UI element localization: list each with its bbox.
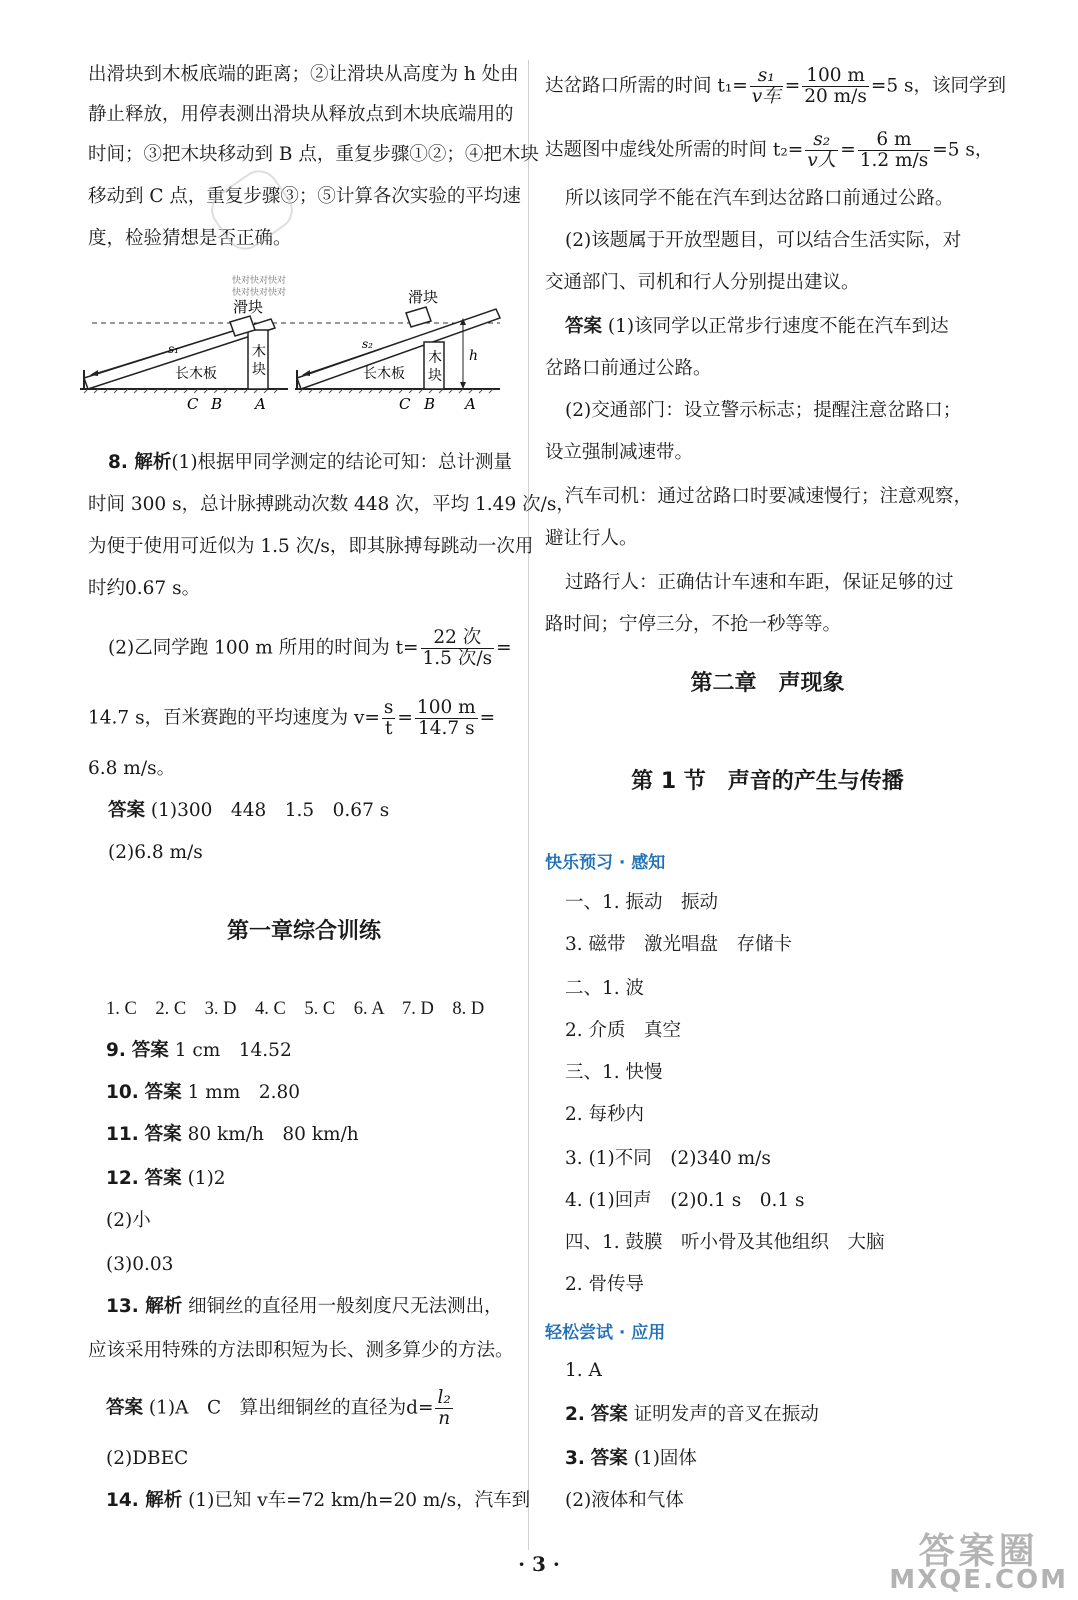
point-c-left: C	[187, 395, 199, 413]
preview-9: 四、1. 鼓膜 听小骨及其他组织 大脑	[565, 1232, 885, 1253]
slider-right	[406, 307, 431, 327]
board-label-left: 长木板	[175, 366, 217, 382]
preview-7: 3. (1)不同 (2)340 m/s	[565, 1148, 771, 1169]
q13-answer-2: (2)DBEC	[106, 1448, 189, 1469]
preview-8: 4. (1)回声 (2)0.1 s 0.1 s	[565, 1190, 805, 1211]
preview-10: 2. 骨传导	[565, 1274, 645, 1295]
fraction: $\frac{100 m}{14.7 s}$	[416, 697, 476, 739]
section-preview-label: 快乐预习 · 感知	[545, 853, 666, 873]
s2-label: s₂	[362, 337, 373, 351]
r-line-9: 设立强制减速带。	[545, 442, 694, 463]
h-label: h	[469, 348, 479, 364]
text-line: 出滑块到木板底端的距离；②让滑块从高度为 h 处由	[88, 64, 519, 85]
column-divider	[528, 60, 529, 1550]
text-line: 移动到 C 点，重复步骤③；⑤计算各次实验的平均速	[88, 186, 521, 207]
q8-head: 8. 解析	[108, 452, 172, 473]
preview-1: 一、1. 振动 振动	[565, 892, 719, 913]
slider-label-left: 滑块	[233, 298, 264, 316]
wood-label-left-1: 木	[252, 344, 266, 360]
q8-line-3: 为便于使用可近似为 1.5 次/s，即其脉搏每跳动一次用	[88, 536, 534, 557]
s1-label: s₁	[168, 342, 179, 356]
wood-label-left-2: 块	[252, 362, 266, 378]
point-b-right: B	[424, 395, 436, 413]
chapter2-title: 第二章 声现象	[690, 671, 845, 696]
q13-answer-1: 答案 (1)A C 算出细铜丝的直径为d= $\frac{\text{l₂}}{n}$	[106, 1387, 451, 1429]
q9-answer: 9. 答案 1 cm 14.52	[106, 1040, 292, 1061]
q8-speed-line: 14.7 s，百米赛跑的平均速度为 v= $\frac{s}{t}$ = $\frac{100 m}{14.7 s}$ =	[88, 697, 496, 739]
board-label-right: 长木板	[363, 366, 405, 382]
r-line-4: (2)该题属于开放型题目，可以结合生活实际，对	[565, 230, 962, 251]
stamp-text: 快对快对快对	[232, 288, 287, 298]
section-try-label: 轻松尝试 · 应用	[545, 1323, 666, 1343]
r-line-8: (2)交通部门：设立警示标志；提醒注意岔路口；	[565, 400, 962, 421]
page-number: · 3 ·	[518, 1552, 560, 1576]
q12-part-2: (2)小	[106, 1210, 151, 1231]
r-line-13: 路时间；宁停三分，不抢一秒等等。	[545, 614, 842, 635]
wood-label-right-1: 木	[428, 350, 442, 366]
preview-4: 2. 介质 真空	[565, 1020, 682, 1041]
try-3: 3. 答案 (1)固体	[565, 1448, 697, 1469]
point-a-right: A	[465, 395, 476, 413]
r-line-5: 交通部门、司机和行人分别提出建议。	[545, 272, 860, 293]
preview-2: 3. 磁带 激光唱盘 存储卡	[565, 934, 793, 955]
try-3-part-2: (2)液体和气体	[565, 1490, 684, 1511]
q8-line-2: 时间 300 s，总计脉搏跳动次数 448 次，平均 1.49 次/s，	[88, 494, 575, 515]
watermark-logo: 答案圈 MXQE.COM	[889, 1531, 1068, 1595]
wood-label-right-2: 块	[428, 368, 442, 384]
slider-label-right: 滑块	[408, 290, 439, 306]
preview-6: 2. 每秒内	[565, 1104, 645, 1125]
fraction: $\frac{\text{22 次}}{\text{1.5 次/s}}$	[422, 627, 493, 669]
r-line-10: 汽车司机：通过岔路口时要减速慢行；注意观察，	[565, 486, 973, 507]
incline-figure	[80, 290, 520, 415]
r-line-7: 岔路口前通过公路。	[545, 358, 712, 379]
q8-answer-2: (2)6.8 m/s	[108, 842, 203, 863]
section1-title: 第 1 节 声音的产生与传播	[631, 769, 904, 794]
text-line: 度，检验猜想是否正确。	[88, 228, 292, 249]
point-b-left: B	[211, 395, 223, 413]
q12-answer: 12. 答案 (1)2	[106, 1168, 226, 1189]
chapter1-review-title: 第一章综合训练	[226, 919, 381, 944]
fraction: $\frac{s}{t}$	[383, 697, 394, 739]
q14-line-1: 14. 解析 (1)已知 v车=72 km/h=20 m/s，汽车到	[106, 1490, 531, 1511]
preview-3: 二、1. 波	[565, 978, 645, 999]
r-line-12: 过路行人：正确估计车速和车距，保证足够的过	[565, 572, 954, 593]
try-1: 1. A	[565, 1360, 602, 1381]
point-c-right: C	[399, 395, 411, 413]
q8-line-1: 8. 解析(1)根据甲同学测定的结论可知：总计测量	[108, 452, 513, 473]
preview-5: 三、1. 快慢	[565, 1062, 663, 1083]
r-line-3: 所以该同学不能在汽车到达岔路口前通过公路。	[565, 188, 954, 209]
r-line-1: 达岔路口所需的时间 t₁= $\frac{\text{s₁}}{\text{v车}}$ = $\frac{100 m}{20 m/s}$ =5 s，该同学到	[545, 65, 1007, 107]
point-a-left: A	[255, 395, 266, 413]
q10-answer: 10. 答案 1 mm 2.80	[106, 1082, 301, 1103]
text-line: 静止释放，用停表测出滑块从释放点到木块底端用的	[88, 104, 514, 125]
q13-line-1: 13. 解析 细铜丝的直径用一般刻度尺无法测出，	[106, 1296, 503, 1317]
q8-time-line: (2)乙同学跑 100 m 所用的时间为 t= $\frac{\text{22 次}}{\text{1.5 次/s}}$ =	[108, 627, 512, 669]
r-line-11: 避让行人。	[545, 528, 638, 549]
q11-answer: 11. 答案 80 km/h 80 km/h	[106, 1124, 359, 1145]
mc-answers: 1. C 2. C 3. D 4. C 5. C 6. A 7. D 8. D	[106, 999, 485, 1019]
q8-answer-1: 答案 (1)300 448 1.5 0.67 s	[108, 800, 390, 821]
try-2: 2. 答案 证明发声的音叉在振动	[565, 1404, 819, 1425]
fraction: $\frac{\text{l₂}}{n}$	[437, 1387, 451, 1429]
r-line-2: 达题图中虚线处所需的时间 t₂= $\frac{\text{s₂}}{\text{v人}}$ = $\frac{6 m}{1.2 m/s}$ =5 s，	[545, 129, 994, 171]
q12-part-3: (3)0.03	[106, 1254, 174, 1275]
r-answer-1: 答案 (1)该同学以正常步行速度不能在汽车到达	[565, 316, 949, 337]
q8-result: 6.8 m/s。	[88, 758, 176, 779]
q13-line-2: 应该采用特殊的方法即积短为长、测多算少的方法。	[88, 1340, 514, 1361]
stamp-text: 快对快对快对	[232, 276, 287, 286]
q8-line-4: 时约0.67 s。	[88, 578, 201, 599]
text-line: 时间；③把木块移动到 B 点，重复步骤①②；④把木块	[88, 144, 539, 165]
